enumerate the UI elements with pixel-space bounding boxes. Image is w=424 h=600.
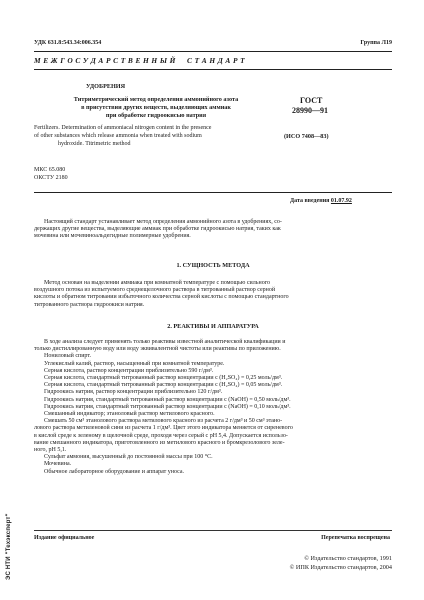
reprint-prohibited-label: Перепечатка воспрещена	[321, 535, 390, 541]
udk-code: УДК 631.8:543.34:006.354	[34, 40, 102, 46]
title-ru-line-2: в присутствии других веществ, выделяющих аммиак	[81, 104, 231, 111]
intro-line-3: мочевина или мочевиноальдегидные полимерные удобрения.	[34, 233, 191, 240]
section-1-line-3: кислоты и обратном титровании избыточного количества серной кислоты с помощью стандартного	[34, 294, 289, 301]
title-en-line-1: Fertilizers. Determination of ammoniacal nitrogen content in the presence	[34, 125, 212, 131]
mixed-indicator-line-3: в кислой среде к зеленому в щелочной среде, проходя через серый с pH 5,4. Допускается использо-	[34, 432, 288, 439]
reagent-item: Углекислый калий, раствор, насыщенный при комнатной температуре.	[44, 360, 225, 367]
reagent-item: Гидроокись натрия, стандартный титрованный раствор концентрации с (NaOH) = 0,10 моль/дм³.	[44, 403, 291, 410]
reagent-item: Гидроокись натрия, раствор концентрации приблизительно 120 г/дм³.	[44, 389, 223, 396]
reagent-item: Гидроокись натрия, стандартный титрованный раствор концентрации с (NaOH) = 0,50 моль/дм³.	[44, 396, 291, 403]
copyright-1991: © Издательство стандартов, 1991	[304, 555, 392, 562]
title-heading: УДОБРЕНИЯ	[86, 83, 126, 90]
mixed-indicator-line-4: вание смешанного индикатора, приготовленного из метилового красного и бромкрезолового зеле-	[34, 439, 285, 446]
interstate-standard-label: М Е Ж Г О С У Д А Р С Т В Е Н Н Ы Й С Т А Н Д А Р Т	[34, 56, 246, 65]
intro-date-label: Дата введения	[290, 198, 330, 204]
section-2-heading: 2. РЕАКТИВЫ И АППАРАТУРА	[167, 323, 259, 330]
intro-line-2: держащих другие вещества, выделяющие аммиак при обработке гидроокисью натрия, таких как	[34, 226, 281, 233]
reagent-item: Сульфат аммония, высушенный до постоянной массы при 100 °С.	[44, 454, 213, 461]
reagent-item: Мочевина.	[44, 461, 72, 468]
section-2-p1-line-2: только дистиллированную воду или воду эквивалентной чистоты или реактивы по приложению.	[34, 346, 281, 353]
footer-rule	[34, 530, 392, 531]
mixed-indicator-line-1: Смешать 50 см³ этанолового раствора метилового красного из расчета 2 г/дм³ и 50 см³ этано-	[44, 418, 283, 425]
section-1-line-4: титрованного раствора гидроокиси натрия.	[34, 301, 145, 308]
header-rule	[34, 51, 392, 52]
section-1-heading: 1. СУЩНОСТЬ МЕТОДА	[176, 262, 250, 269]
section-2-text	[34, 339, 396, 476]
header-rule-2	[34, 69, 392, 70]
iso-reference: (ИСО 7408—83)	[284, 133, 329, 140]
title-en-line-3: hydroxide. Titrimetric method	[58, 141, 131, 147]
intro-text	[34, 219, 394, 241]
reagent-item: Серная кислота, раствор концентрации приблизительно 590 г/дм³.	[44, 367, 214, 374]
reagent-item: Серная кислота, стандартный титрованный раствор концентрации с (H₂SO₄) = 0,25 моль/дм³.	[44, 375, 283, 382]
group-code: Группа Л19	[360, 40, 392, 46]
okstu-code: ОКСТУ 2180	[34, 175, 68, 181]
intro-date-value: 01.07.92	[330, 198, 352, 204]
intro-line-1: Настоящий стандарт устанавливает метод определения аммонийного азота в удобрениях, со-	[44, 219, 282, 225]
mixed-indicator-line-2: лового раствора метиленовой сини из расчета 1 г/дм³. Цвет этого индикатора меняется от сиреневого	[34, 425, 293, 432]
title-ru-line-1: Титриметрический метод определения аммонийного азота	[73, 96, 239, 103]
classification-rule	[34, 192, 392, 193]
section-1-line-1: Метод основан на выделении аммиака при комнатной температуре с помощью сильного	[44, 280, 271, 286]
reagent-item: Серная кислота, стандартный титрованный раствор концентрации с (H₂SO₄) = 0,05 моль/дм³.	[44, 382, 283, 389]
title-ru-line-3: при обработке гидроокисью натрия	[105, 112, 207, 119]
section-1-line-2: воздушного потока из испытуемого среднещелочного раствора в титрованный раствор серной	[34, 287, 276, 294]
mks-code: МКС 65.080	[34, 167, 66, 173]
mixed-indicator-line-5: ного, pH 5,1.	[34, 447, 67, 454]
official-edition-label: Издание официальное	[34, 535, 95, 541]
section-1-text	[34, 280, 394, 309]
gost-label: ГОСТ	[300, 96, 323, 105]
reagent-item: Смешанный индикатор; этаноловый раствор метилового красного.	[44, 411, 215, 418]
gost-number: 28990—91	[292, 106, 328, 115]
section-2-p1-line-1: В ходе анализа следует применять только реактивы известной аналитической квалификации и	[44, 339, 286, 345]
reagent-item: Нониловый спирт.	[44, 353, 92, 360]
title-en-line-2: of other substances which release ammonia when treated with sodium	[34, 133, 202, 139]
reagent-item: Обычное лабораторное оборудование и аппарат уноса.	[44, 468, 185, 475]
watermark-text: ЭС НТИ "Техэксперт"	[6, 513, 12, 580]
copyright-2004: © ИПК Издательство стандартов, 2004	[289, 564, 392, 571]
